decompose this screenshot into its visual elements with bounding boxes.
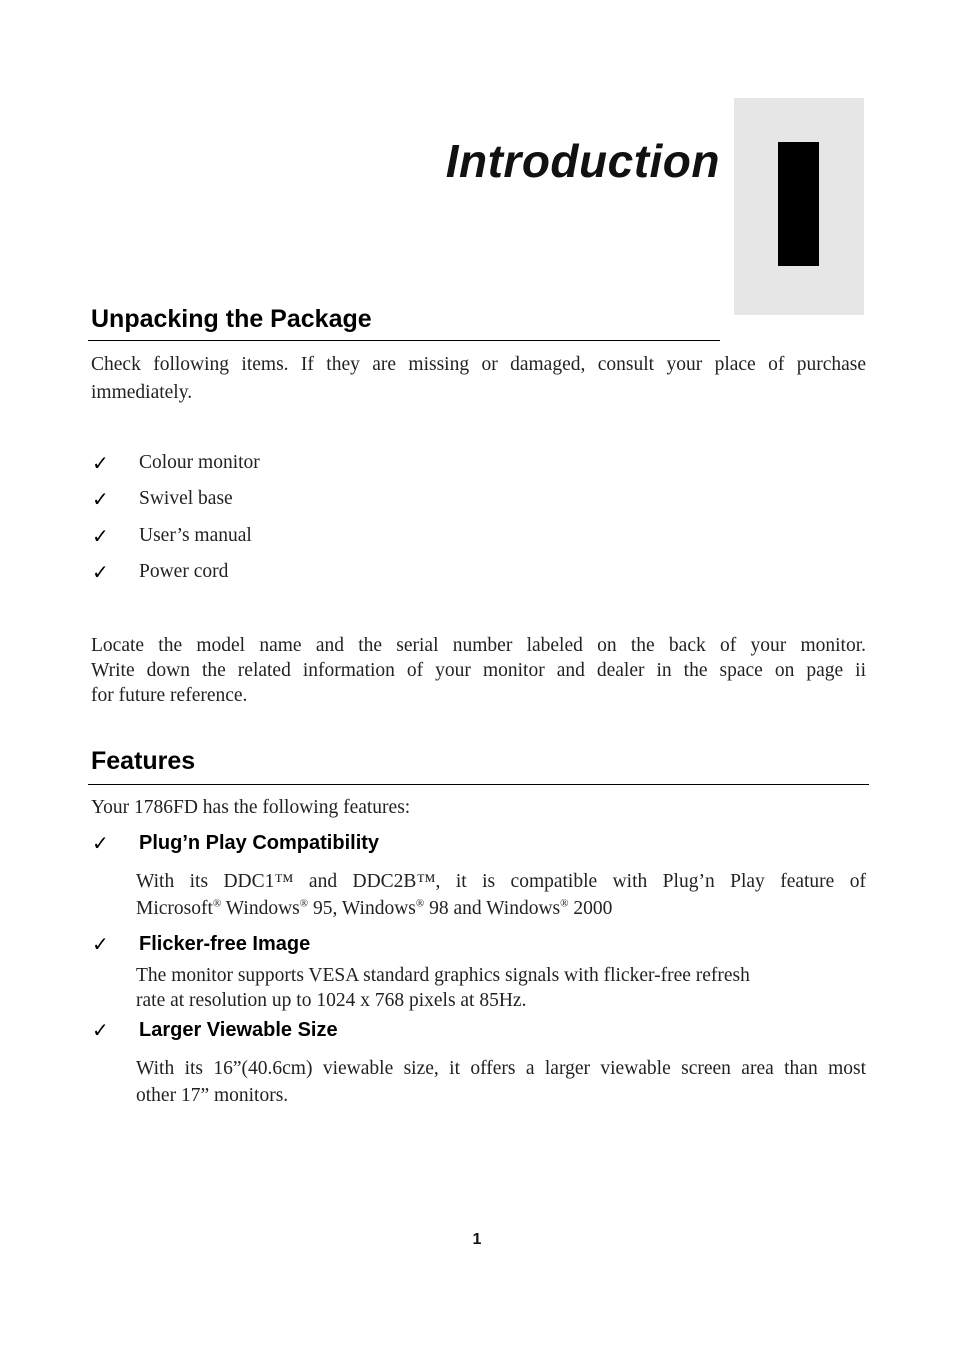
section-rule [88, 340, 720, 341]
check-icon: ✓ [92, 1020, 109, 1042]
check-icon: ✓ [92, 833, 109, 855]
section-heading-unpacking: Unpacking the Package [91, 305, 372, 333]
check-icon: ✓ [92, 453, 109, 475]
feature-title: Larger Viewable Size [139, 1019, 338, 1041]
feature-desc-line: other 17” monitors. [136, 1085, 289, 1106]
feature-desc-line: rate at resolution up to 1024 x 768 pixels at 85Hz. [136, 990, 527, 1011]
section-rule [88, 784, 869, 785]
section-heading-features: Features [91, 747, 196, 775]
check-icon: ✓ [92, 562, 109, 584]
chapter-number-bar [778, 142, 819, 266]
feature-desc-line: With its 16”(40.6cm) viewable size, it offers a larger viewable screen area than most [136, 1058, 866, 1079]
locate-line3: for future reference. [91, 685, 248, 706]
unpacking-intro-line1: Check following items. If they are missing or damaged, consult your place of purchase [91, 354, 866, 375]
feature-desc-line: Microsoft® Windows® 95, Windows® 98 and Windows® 2000 [136, 897, 613, 919]
feature-title: Flicker-free Image [139, 933, 311, 955]
feature-desc-line: The monitor supports VESA standard graphics signals with flicker-free refresh [136, 965, 750, 986]
features-intro: Your 1786FD has the following features: [91, 797, 411, 818]
list-item: Colour monitor [139, 452, 260, 473]
check-icon: ✓ [92, 526, 109, 548]
check-icon: ✓ [92, 934, 109, 956]
feature-title: Plug’n Play Compatibility [139, 832, 380, 854]
list-item: Power cord [139, 561, 229, 582]
feature-desc-line: With its DDC1™ and DDC2B™, it is compatible with Plug’n Play feature of [136, 871, 866, 892]
page-number: 1 [472, 1231, 482, 1248]
locate-line1: Locate the model name and the serial number labeled on the back of your monitor. [91, 635, 866, 656]
unpacking-intro-line2: immediately. [91, 382, 193, 403]
list-item: User’s manual [139, 525, 252, 546]
list-item: Swivel base [139, 488, 233, 509]
locate-line2: Write down the related information of your monitor and dealer in the space on page ii [91, 660, 866, 681]
chapter-title: Introduction [445, 135, 720, 187]
check-icon: ✓ [92, 489, 109, 511]
